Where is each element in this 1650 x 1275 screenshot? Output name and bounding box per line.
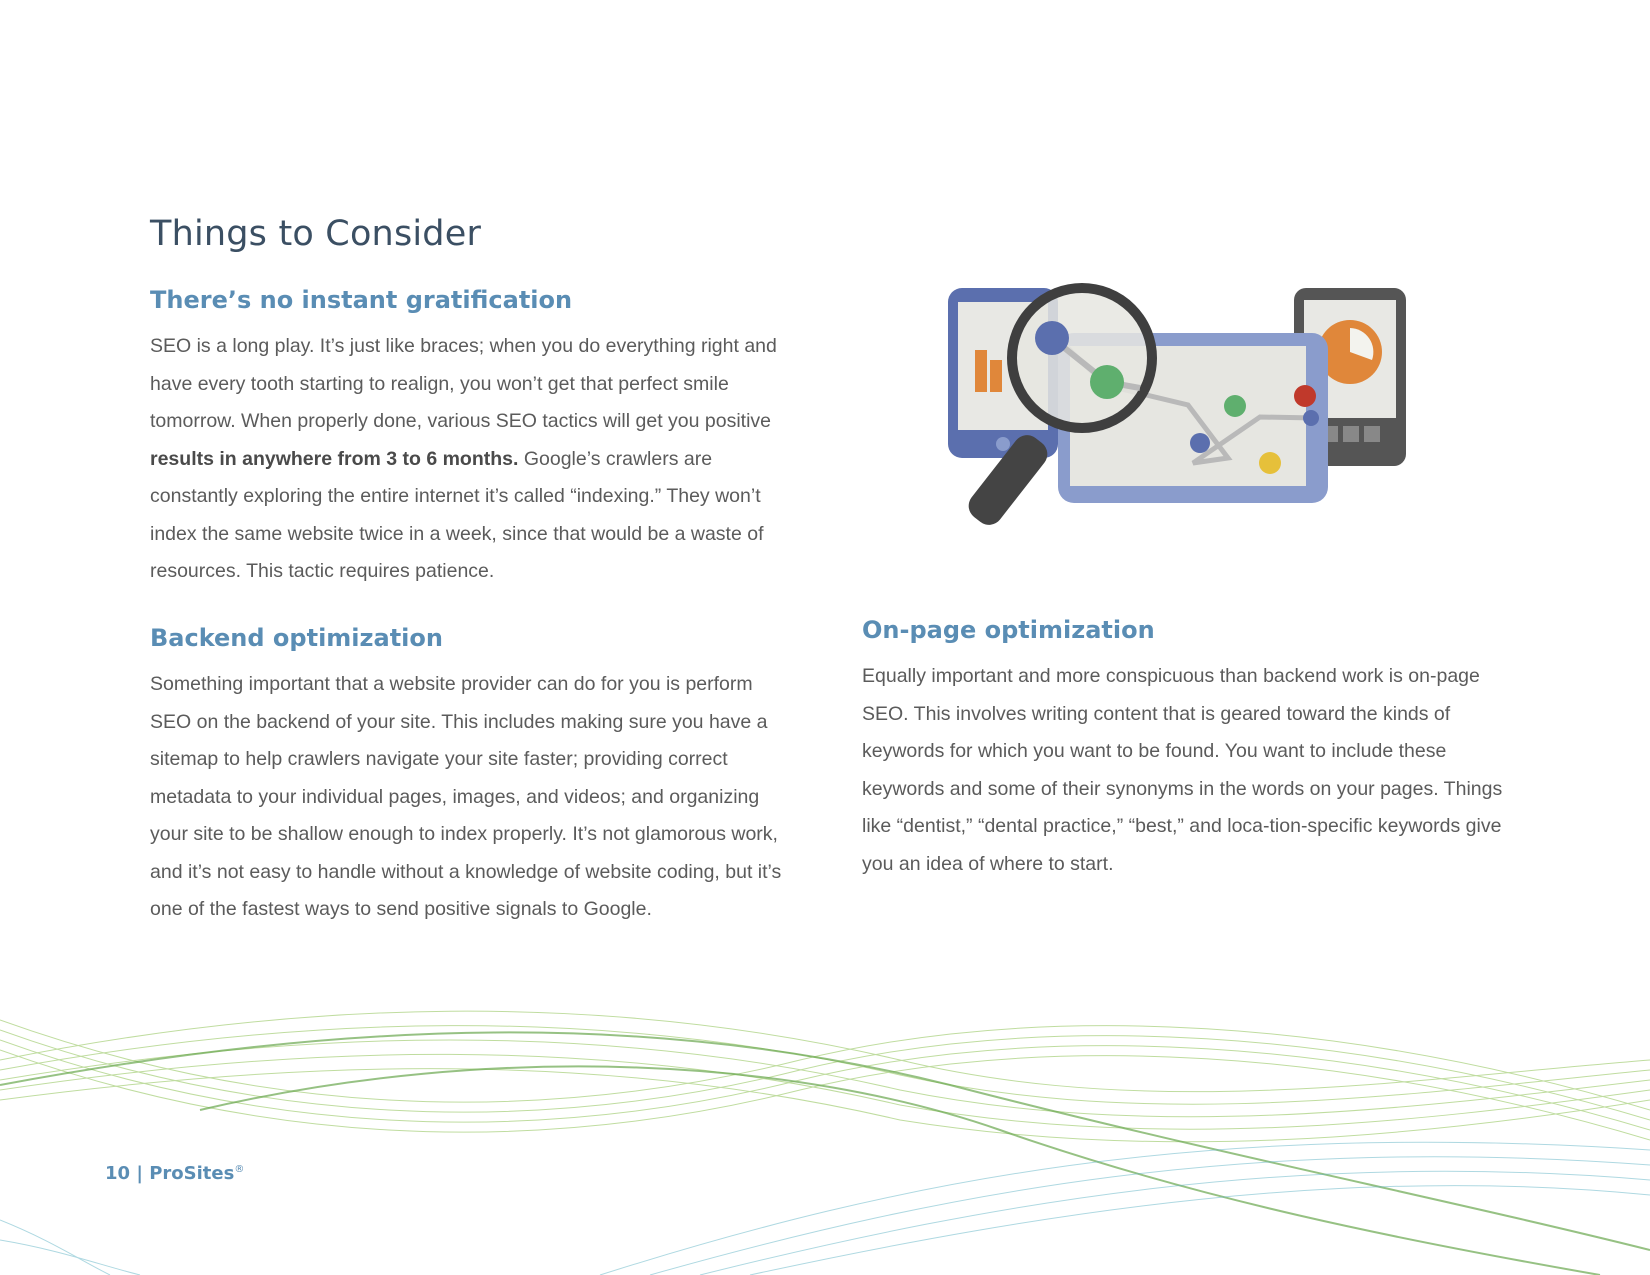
section-heading: On-page optimization (862, 616, 1155, 644)
page-title: Things to Consider (150, 214, 482, 254)
section-onpage-optimization (862, 616, 1512, 883)
section-heading: Backend optimization (150, 624, 443, 652)
decorative-waves (0, 1000, 1650, 1275)
page-number: 10 (105, 1163, 131, 1184)
body-text-bold: results in anywhere from 3 to 6 months. (150, 447, 519, 470)
section-instant-gratification (150, 286, 790, 591)
brand-name: ProSites (149, 1163, 235, 1184)
section-body: Something important that a website provider can do for you is perform SEO on the backend of your site. This includes making sure you have a sitemap to help crawlers navigate your site faster; providing correct metadata to your individual pages, images, and videos; and organizing your site to be shallow enough to index properly. It’s not glamorous work, and it’s not easy to handle without a knowledge of website coding, but it’s one of the fastest ways to send positive signals to Google. (150, 673, 782, 920)
footer-separator: | (136, 1163, 143, 1184)
section-backend-optimization (150, 624, 790, 929)
section-body: Equally important and more conspicuous than backend work is on-page SEO. This involves writing content that is geared toward the kinds of keywords for which you want to be found. You want to include these keywords and some of their synonyms in the words on your pages. Things like “dentist,” “dental practice,” “best,” and loca-tion-specific keywords give you an idea of where to start. (862, 665, 1503, 875)
body-text-start: SEO is a long play. It’s just like braces; when you do everything right and have every tooth starting to realign, you won’t get that perfect smile tomorrow. When properly done, various SEO tactics will get you positive (150, 335, 777, 432)
section-heading: There’s no instant gratification (150, 286, 573, 314)
body-text-end: Google’s crawlers are constantly exploring the entire internet it’s called “indexing.” They won’t index the same website twice in a week, since that would be a waste of resources. This tactic requires patience. (150, 447, 764, 582)
registered-mark: ® (234, 1164, 245, 1175)
section-body (150, 328, 790, 591)
page-footer (105, 1163, 244, 1184)
seo-analytics-illustration (940, 280, 1420, 540)
